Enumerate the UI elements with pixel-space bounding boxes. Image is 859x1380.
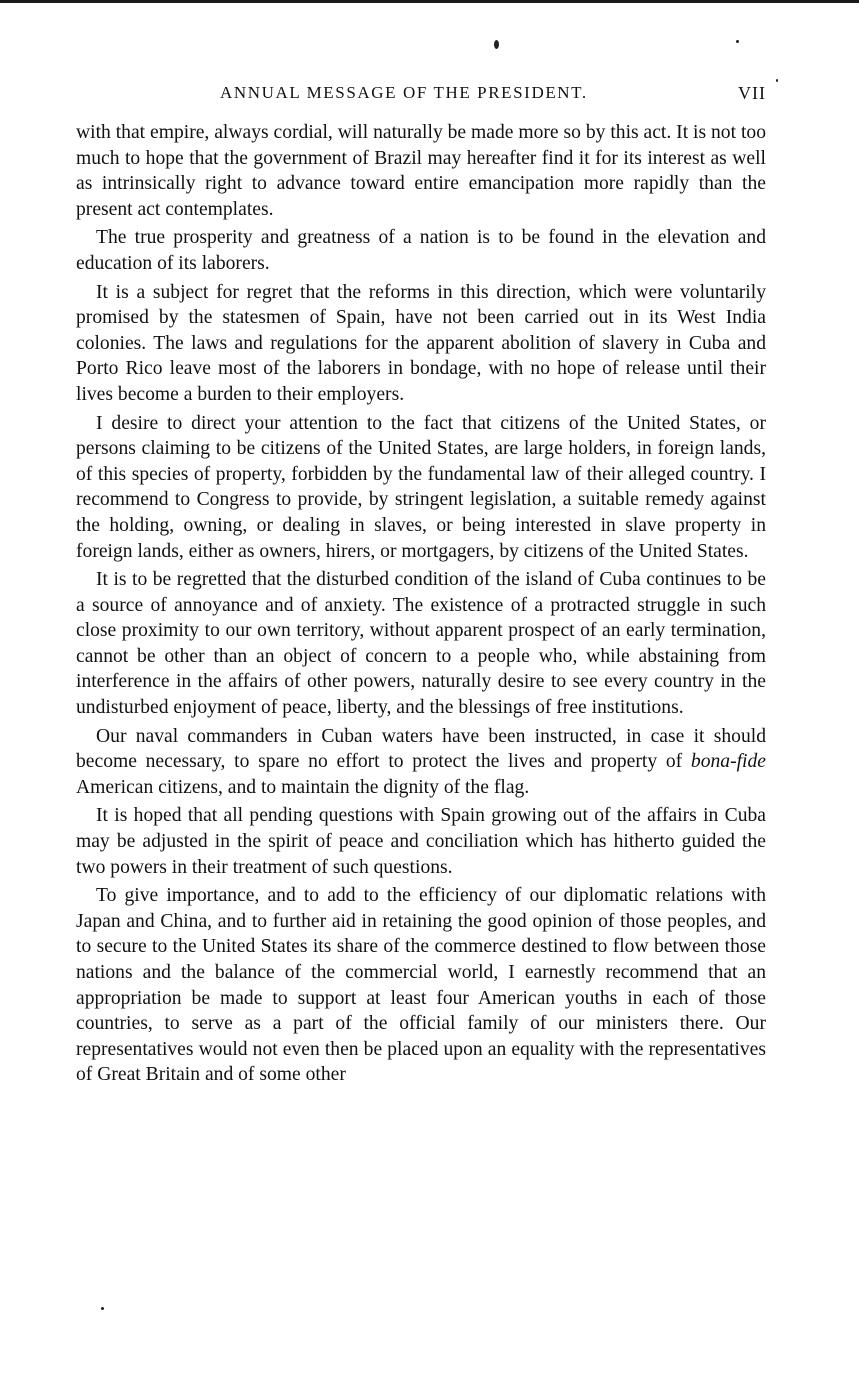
paragraph: It is to be regretted that the disturbed condition of the island of Cuba continues to be a source of annoyance and of anxiety. The existence of a protracted struggle in such close proximity to our own territory, without apparent prospect of an early termination, cannot be other than an object of concern to a people who, while abstaining from interference in the affairs of other powers, naturally desire to see every country in the undisturbed enjoyment of peace, liberty, and the blessings of free institutions. xyxy=(76,569,766,719)
paragraph: It is a subject for regret that the reforms in this direction, which were voluntarily promised by the statesmen of Spain, have not been carried out in its West India colonies. The laws and regulations for the apparent abolition of slavery in Cuba and Porto Rico leave most of the laborers in bondage, with no hope of release until their lives become a burden to their employers. xyxy=(76,281,766,405)
body-text xyxy=(76,120,766,1091)
paragraph-segment: Our naval commanders in Cuban waters have been instructed, in case it should become necessary, to spare no effort to protect the lives and property of xyxy=(76,725,766,773)
running-head xyxy=(76,80,766,106)
page-number: VII xyxy=(738,83,766,103)
ink-speck xyxy=(494,40,499,49)
paragraph: The true prosperity and greatness of a nation is to be found in the elevation and education of its laborers. xyxy=(76,227,766,274)
running-head-title: ANNUAL MESSAGE OF THE PRESIDENT. xyxy=(220,83,588,102)
paragraph: I desire to direct your attention to the fact that citizens of the United States, or persons claiming to be citizens of the United States, are large holders, in foreign lands, of this species of property, forbidden by the fundamental law of their alleged country. I recommend to Congress to provide, by stringent legislation, a suitable remedy against the holding, owning, or dealing in slaves, or being interested in slave property in foreign lands, either as owners, hirers, or mortgagers, by citizens of the United States. xyxy=(76,412,766,562)
paragraph: To give importance, and to add to the efficiency of our diplomatic relations with Japan and China, and to further aid in retaining the good opinion of those peoples, and to secure to the United States its share of the commerce destined to flow between those nations and the balance of the commercial world, I earnestly recommend that an appropriation be made to support at least four American youths in each of those countries, to serve as a part of the official family of our ministers there. Our representatives would not even then be placed upon an equality with the representatives of Great Britain and of some other xyxy=(76,885,766,1086)
top-border-line xyxy=(0,0,859,3)
paragraph: It is hoped that all pending questions with Spain growing out of the affairs in Cuba may be adjusted in the spirit of peace and conciliation which has hitherto guided the two powers in their treatment of such questions. xyxy=(76,805,766,878)
ink-speck xyxy=(101,1307,104,1310)
paragraph xyxy=(76,724,766,801)
italic-term: bona-fide xyxy=(690,751,766,773)
paragraph-continued: with that empire, always cordial, will naturally be made more so by this act. It is not too much to hope that the government of Brazil may hereafter find it for its interest as well as intrinsically right to advance toward entire emancipation more rapidly than the present act contemplates. xyxy=(76,122,766,220)
ink-speck xyxy=(776,79,778,82)
ink-speck xyxy=(736,40,739,43)
paragraph-segment: American citizens, and to maintain the dignity of the flag. xyxy=(76,776,530,798)
